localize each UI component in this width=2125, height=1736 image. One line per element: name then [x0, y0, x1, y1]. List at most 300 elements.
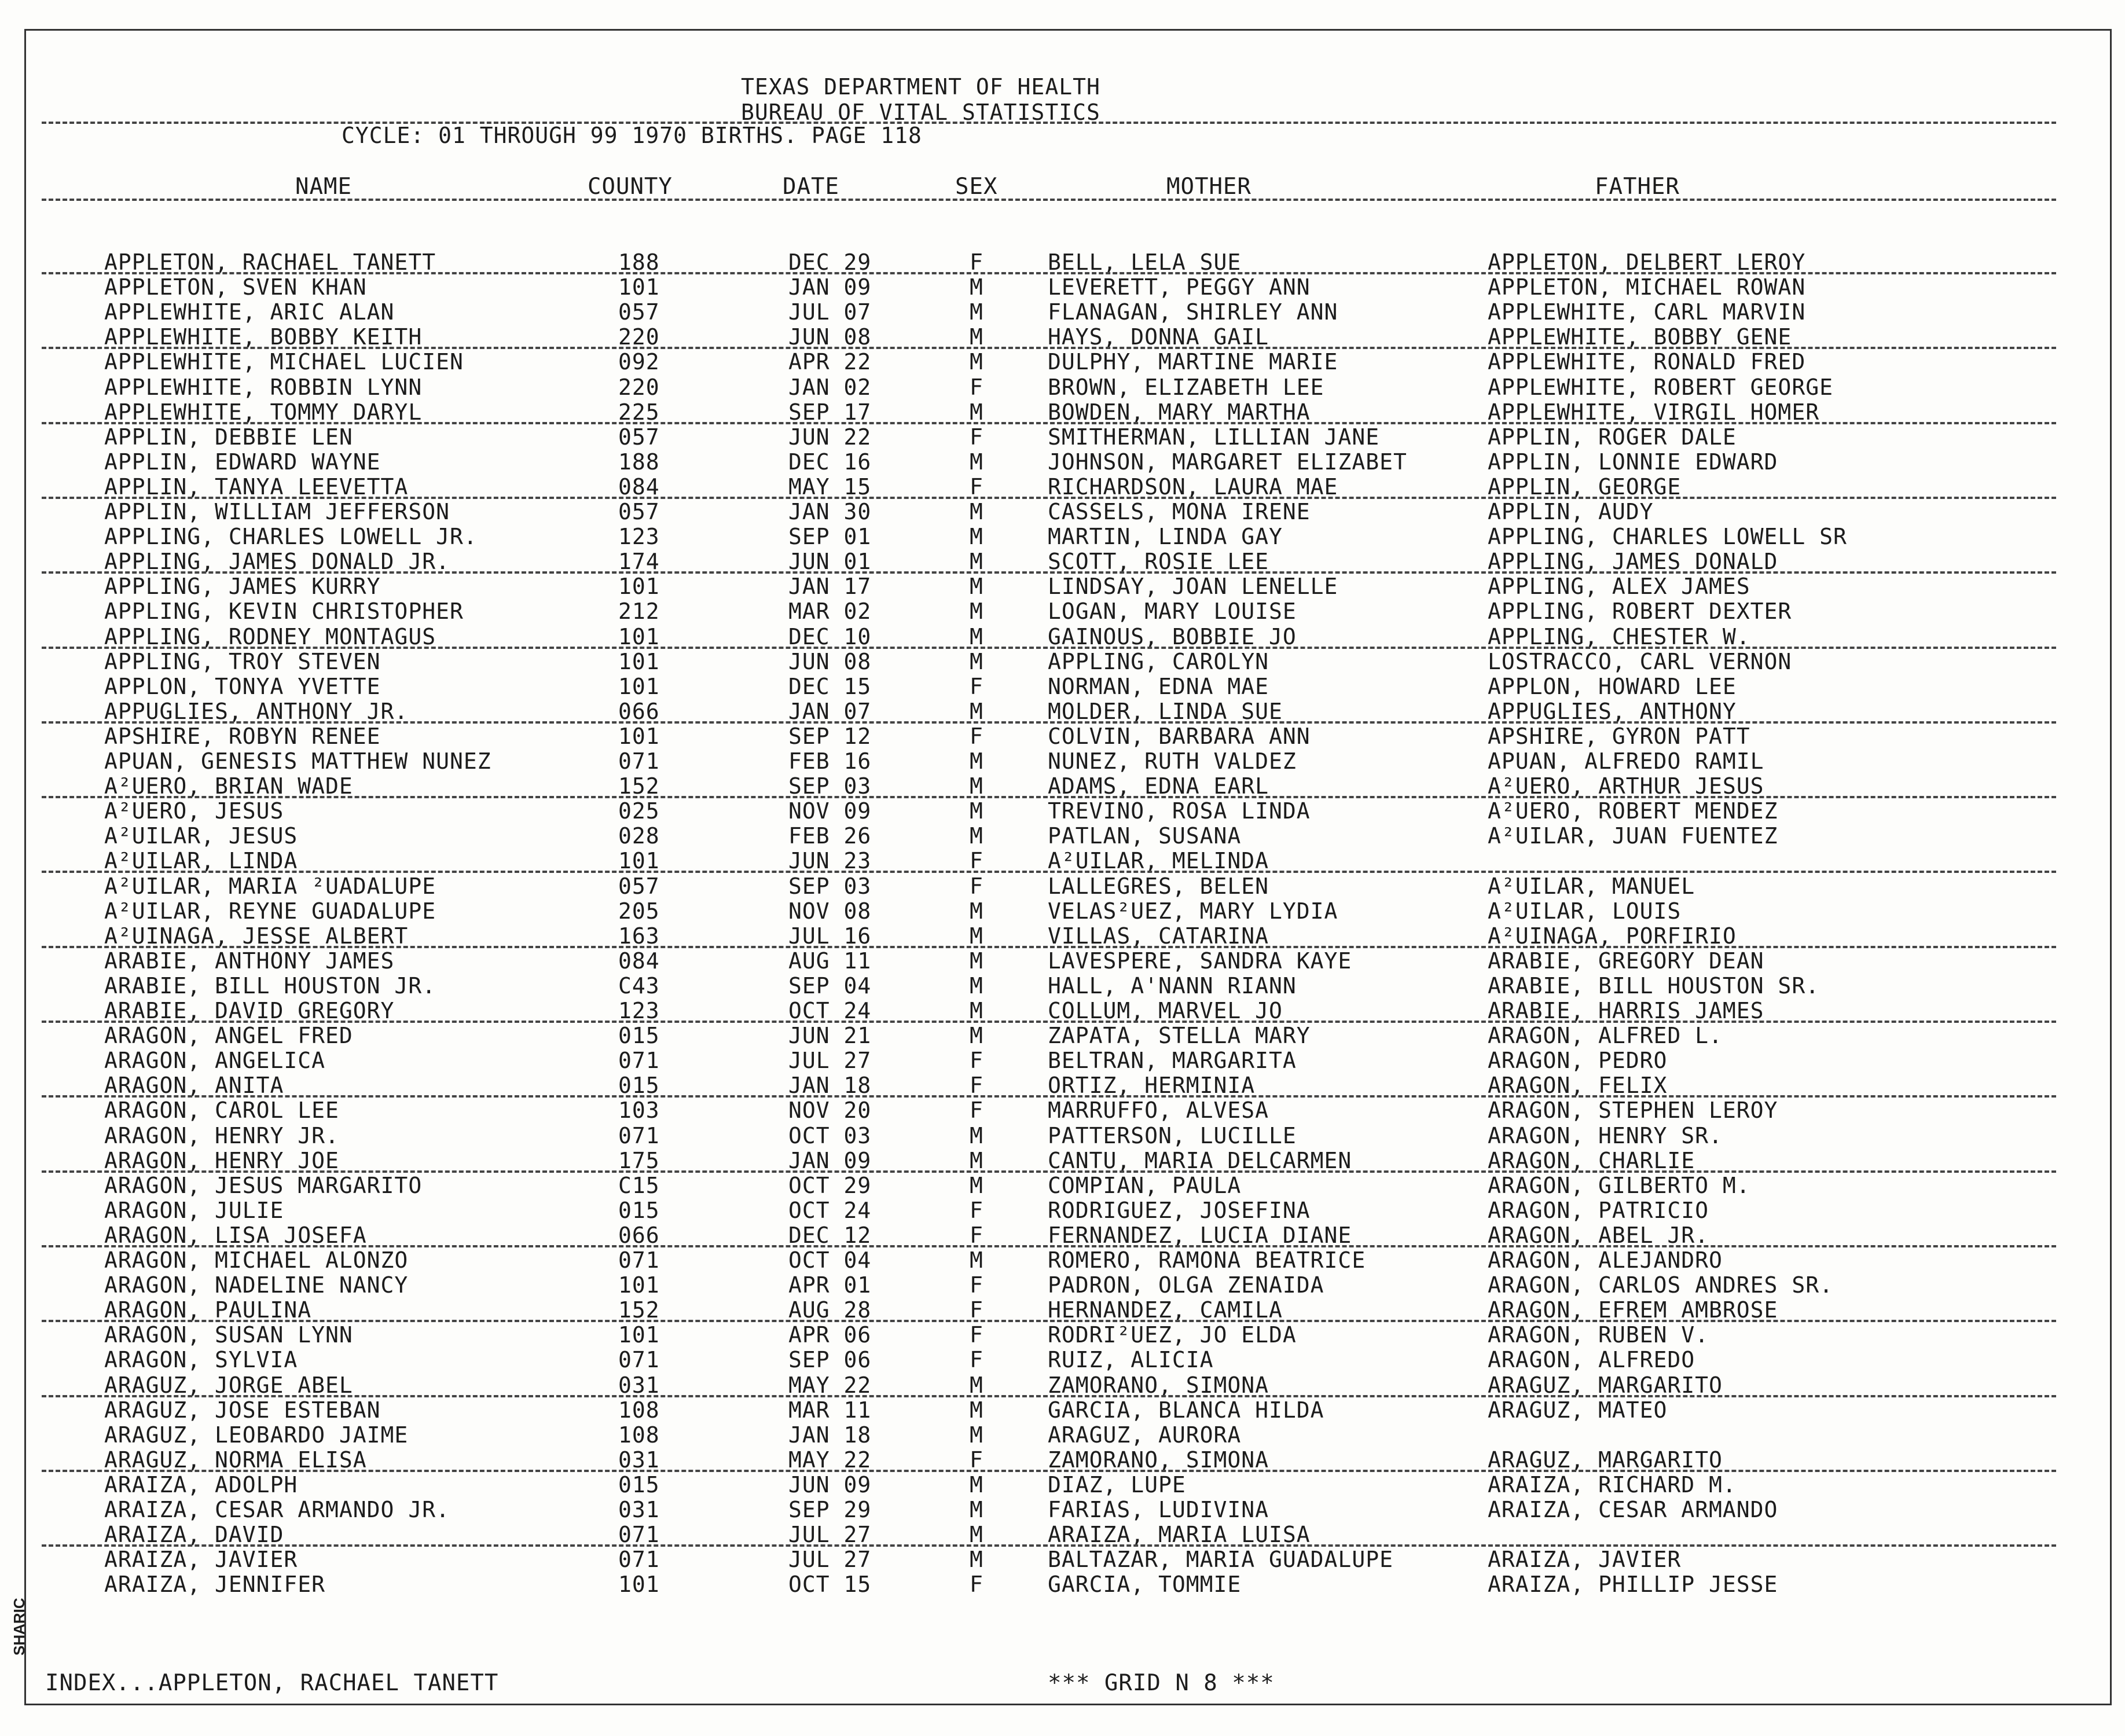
cell-sex: M	[970, 798, 983, 824]
cell-name: APPLING, JAMES KURRY	[104, 574, 381, 600]
cell-sex: M	[970, 748, 983, 774]
cell-name: ARAIZA, DAVID	[104, 1522, 284, 1548]
cell-mother: BROWN, ELIZABETH LEE	[1048, 374, 1324, 400]
cell-county: 057	[618, 873, 660, 899]
table-row	[0, 375, 2125, 400]
cell-date: SEP 17	[788, 399, 872, 425]
table-row	[0, 1248, 2125, 1273]
cell-mother: BOWDEN, MARY MARTHA	[1048, 399, 1311, 425]
cell-sex: F	[970, 1447, 983, 1473]
cell-sex: F	[970, 1297, 983, 1323]
cell-name: ARAGON, MICHAEL ALONZO	[104, 1247, 409, 1273]
cell-name: ARAIZA, ADOLPH	[104, 1471, 298, 1498]
cell-county: 108	[618, 1422, 660, 1448]
cell-name: ARAGON, NADELINE NANCY	[104, 1272, 409, 1298]
cell-name: A²UILAR, LINDA	[104, 848, 298, 874]
table-row	[0, 400, 2125, 425]
table-row	[0, 1373, 2125, 1398]
cell-date: FEB 26	[788, 823, 872, 849]
cell-mother: JOHNSON, MARGARET ELIZABET	[1048, 449, 1407, 475]
cell-county: 188	[618, 449, 660, 475]
cell-mother: ZAPATA, STELLA MARY	[1048, 1023, 1311, 1049]
cell-father: ARAGON, GILBERTO M.	[1488, 1172, 1750, 1198]
cell-mother: A²UILAR, MELINDA	[1048, 848, 1269, 874]
row-divider	[42, 1170, 2056, 1173]
cell-father: APPLETON, DELBERT LEROY	[1488, 249, 1806, 275]
cell-sex: M	[970, 698, 983, 724]
cell-sex: M	[970, 1247, 983, 1273]
cell-sex: M	[970, 599, 983, 625]
table-row	[0, 1398, 2125, 1423]
cell-father: APPLEWHITE, RONALD FRED	[1488, 349, 1806, 375]
cell-sex: M	[970, 449, 983, 475]
cell-county: 071	[618, 1547, 660, 1573]
cell-father: A²UINAGA, PORFIRIO	[1488, 923, 1737, 949]
cell-date: JUN 08	[788, 324, 872, 350]
cell-father: APPLEWHITE, ROBERT GEORGE	[1488, 374, 1833, 400]
cell-date: OCT 15	[788, 1572, 872, 1598]
cell-name: ARAGUZ, JOSE ESTEBAN	[104, 1397, 381, 1423]
table-row	[0, 450, 2125, 475]
cell-mother: FERNANDEZ, LUCIA DIANE	[1048, 1222, 1352, 1248]
cell-county: 071	[618, 748, 660, 774]
cell-county: 066	[618, 1222, 660, 1248]
table-row	[0, 1223, 2125, 1248]
footer-index: INDEX...APPLETON, RACHAEL TANETT	[45, 1670, 499, 1696]
cell-sex: F	[970, 1322, 983, 1348]
cell-sex: M	[970, 399, 983, 425]
cell-mother: ARAIZA, MARIA LUISA	[1048, 1522, 1311, 1548]
cell-mother: APPLING, CAROLYN	[1048, 648, 1269, 674]
cell-county: 101	[618, 274, 660, 300]
cell-date: JUL 27	[788, 1547, 872, 1573]
cell-county: 152	[618, 773, 660, 799]
cell-date: OCT 24	[788, 1197, 872, 1223]
cell-mother: ORTIZ, HERMINIA	[1048, 1073, 1256, 1099]
cell-date: MAY 22	[788, 1372, 872, 1398]
cell-name: ARAGON, JESUS MARGARITO	[104, 1172, 423, 1198]
table-row	[0, 1023, 2125, 1048]
cell-sex: M	[970, 1172, 983, 1198]
cell-sex: M	[970, 648, 983, 674]
cell-sex: M	[970, 524, 983, 550]
table-row	[0, 1173, 2125, 1198]
col-header-date: DATE	[783, 174, 839, 200]
cell-sex: F	[970, 474, 983, 500]
cell-county: 101	[618, 848, 660, 874]
cell-date: SEP 03	[788, 873, 872, 899]
table-row	[0, 1448, 2125, 1473]
cell-name: APUAN, GENESIS MATTHEW NUNEZ	[104, 748, 491, 774]
cell-date: JAN 30	[788, 499, 872, 524]
table-row	[0, 1148, 2125, 1173]
cell-father: APPLEWHITE, CARL MARVIN	[1488, 299, 1806, 325]
cell-father: APPLIN, LONNIE EDWARD	[1488, 449, 1778, 475]
row-divider	[42, 1395, 2056, 1397]
cell-mother: RICHARDSON, LAURA MAE	[1048, 474, 1338, 500]
cell-sex: M	[970, 623, 983, 649]
cell-sex: M	[970, 998, 983, 1023]
cell-father: APPLING, ROBERT DEXTER	[1488, 599, 1792, 625]
cell-date: APR 22	[788, 349, 872, 375]
cell-father: APPLING, ALEX JAMES	[1488, 574, 1750, 600]
cell-county: 220	[618, 374, 660, 400]
cell-name: APPLEWHITE, MICHAEL LUCIEN	[104, 349, 464, 375]
cell-father: APPUGLIES, ANTHONY	[1488, 698, 1737, 724]
cell-name: ARAGON, HENRY JR.	[104, 1122, 339, 1148]
cell-mother: NORMAN, EDNA MAE	[1048, 673, 1269, 699]
cell-date: OCT 29	[788, 1172, 872, 1198]
cell-county: C43	[618, 972, 660, 999]
cell-sex: M	[970, 898, 983, 924]
cell-date: DEC 29	[788, 249, 872, 275]
cell-county: 101	[618, 648, 660, 674]
cell-mother: MOLDER, LINDA SUE	[1048, 698, 1283, 724]
table-row	[0, 524, 2125, 549]
col-header-mother: MOTHER	[1166, 174, 1251, 200]
cell-name: APPLON, TONYA YVETTE	[104, 673, 381, 699]
cell-date: OCT 04	[788, 1247, 872, 1273]
cell-date: SEP 29	[788, 1497, 872, 1522]
cell-father: ARAGON, ALEJANDRO	[1488, 1247, 1723, 1273]
cell-date: JAN 18	[788, 1422, 872, 1448]
cell-sex: M	[970, 574, 983, 600]
cell-sex: F	[970, 673, 983, 699]
cell-sex: F	[970, 873, 983, 899]
cell-county: 101	[618, 1322, 660, 1348]
row-divider	[42, 647, 2056, 649]
cell-father: APPLIN, AUDY	[1488, 499, 1654, 524]
cell-name: ARABIE, ANTHONY JAMES	[104, 948, 395, 974]
cell-father: ARAGON, FELIX	[1488, 1073, 1668, 1099]
cell-name: APPLING, TROY STEVEN	[104, 648, 381, 674]
cell-father: ARAGON, STEPHEN LEROY	[1488, 1098, 1778, 1124]
cell-name: APPLING, KEVIN CHRISTOPHER	[104, 599, 464, 625]
cell-sex: F	[970, 1347, 983, 1373]
table-row	[0, 724, 2125, 749]
cell-mother: COLLUM, MARVEL JO	[1048, 998, 1283, 1023]
cell-date: SEP 12	[788, 723, 872, 749]
cell-father: APPLING, JAMES DONALD	[1488, 549, 1778, 575]
cell-county: 057	[618, 499, 660, 524]
table-row	[0, 1048, 2125, 1073]
cell-mother: GAINOUS, BOBBIE JO	[1048, 623, 1297, 649]
cell-father: APPLING, CHESTER W.	[1488, 623, 1750, 649]
cell-mother: SMITHERMAN, LILLIAN JANE	[1048, 424, 1380, 450]
table-row	[0, 849, 2125, 873]
table-row	[0, 749, 2125, 774]
cell-mother: DULPHY, MARTINE MARIE	[1048, 349, 1338, 375]
cell-sex: M	[970, 923, 983, 949]
cell-name: ARABIE, BILL HOUSTON JR.	[104, 972, 436, 999]
cell-name: ARAGON, ANGEL FRED	[104, 1023, 353, 1049]
cell-county: 152	[618, 1297, 660, 1323]
cell-mother: GARCIA, TOMMIE	[1048, 1572, 1242, 1598]
header-bureau: BUREAU OF VITAL STATISTICS	[741, 100, 1100, 125]
cell-county: 031	[618, 1447, 660, 1473]
cell-mother: LALLEGRES, BELEN	[1048, 873, 1269, 899]
cell-mother: PATLAN, SUSANA	[1048, 823, 1242, 849]
cell-sex: F	[970, 1197, 983, 1223]
cell-name: APPLIN, DEBBIE LEN	[104, 424, 353, 450]
cell-county: 057	[618, 424, 660, 450]
cell-name: A²UILAR, JESUS	[104, 823, 298, 849]
header-agency: TEXAS DEPARTMENT OF HEALTH	[741, 74, 1100, 100]
cell-name: ARAGON, JULIE	[104, 1197, 284, 1223]
col-header-name: NAME	[295, 174, 352, 200]
cell-mother: DIAZ, LUPE	[1048, 1471, 1186, 1498]
cell-county: 123	[618, 524, 660, 550]
cell-sex: F	[970, 1572, 983, 1598]
cell-father: LOSTRACCO, CARL VERNON	[1488, 648, 1792, 674]
table-row	[0, 1547, 2125, 1572]
table-row	[0, 824, 2125, 849]
col-header-county: COUNTY	[588, 174, 673, 200]
cycle-line: CYCLE: 01 THROUGH 99 1970 BIRTHS. PAGE 118	[342, 123, 922, 148]
cell-date: JAN 09	[788, 274, 872, 300]
cell-name: A²UILAR, MARIA ²UADALUPE	[104, 873, 436, 899]
cell-name: ARAGON, HENRY JOE	[104, 1147, 339, 1173]
cell-county: 071	[618, 1048, 660, 1074]
cell-county: 205	[618, 898, 660, 924]
cell-father: ARAGON, RUBEN V.	[1488, 1322, 1709, 1348]
footer-grid: *** GRID N 8 ***	[1048, 1670, 1275, 1696]
cell-name: APPLING, CHARLES LOWELL JR.	[104, 524, 478, 550]
table-row	[0, 899, 2125, 924]
cell-sex: F	[970, 1048, 983, 1074]
cell-mother: MARRUFFO, ALVESA	[1048, 1098, 1269, 1124]
cell-date: NOV 09	[788, 798, 872, 824]
cell-mother: LOGAN, MARY LOUISE	[1048, 599, 1297, 625]
cell-county: 101	[618, 723, 660, 749]
cell-father: ARAGUZ, MARGARITO	[1488, 1372, 1723, 1398]
cell-sex: M	[970, 1122, 983, 1148]
cell-father: ARAGON, PATRICIO	[1488, 1197, 1709, 1223]
cell-mother: NUNEZ, RUTH VALDEZ	[1048, 748, 1297, 774]
table-row	[0, 325, 2125, 350]
table-row	[0, 1473, 2125, 1498]
table-row	[0, 574, 2125, 599]
cell-father: APSHIRE, GYRON PATT	[1488, 723, 1750, 749]
cell-date: DEC 10	[788, 623, 872, 649]
table-row	[0, 1522, 2125, 1547]
cell-date: JAN 07	[788, 698, 872, 724]
cell-mother: ADAMS, EDNA EARL	[1048, 773, 1269, 799]
table-row	[0, 974, 2125, 999]
row-divider	[42, 422, 2056, 424]
cell-father: A²UERO, ROBERT MENDEZ	[1488, 798, 1778, 824]
cell-father: ARAGON, CARLOS ANDRES SR.	[1488, 1272, 1833, 1298]
cell-name: A²UINAGA, JESSE ALBERT	[104, 923, 409, 949]
cell-mother: GARCIA, BLANCA HILDA	[1048, 1397, 1324, 1423]
cell-father: ARAIZA, JAVIER	[1488, 1547, 1682, 1573]
cell-county: 057	[618, 299, 660, 325]
table-row	[0, 1323, 2125, 1348]
table-row	[0, 500, 2125, 524]
cell-county: 071	[618, 1347, 660, 1373]
cell-county: 066	[618, 698, 660, 724]
cell-sex: M	[970, 1397, 983, 1423]
cell-father: ARAIZA, PHILLIP JESSE	[1488, 1572, 1778, 1598]
cell-father: ARAGON, PEDRO	[1488, 1048, 1668, 1074]
cell-county: 025	[618, 798, 660, 824]
cell-mother: CASSELS, MONA IRENE	[1048, 499, 1311, 524]
cell-date: SEP 06	[788, 1347, 872, 1373]
cell-name: APPLING, JAMES DONALD JR.	[104, 549, 450, 575]
cell-name: ARAGON, ANGELICA	[104, 1048, 326, 1074]
side-label: SHARIC	[10, 1598, 28, 1656]
cell-name: ARABIE, DAVID GREGORY	[104, 998, 395, 1023]
table-row	[0, 350, 2125, 375]
cell-county: 163	[618, 923, 660, 949]
cell-name: APPLEWHITE, TOMMY DARYL	[104, 399, 423, 425]
cell-date: MAY 22	[788, 1447, 872, 1473]
cell-date: JAN 17	[788, 574, 872, 600]
cell-date: MAY 15	[788, 474, 872, 500]
cell-county: 108	[618, 1397, 660, 1423]
cell-name: ARAGON, LISA JOSEFA	[104, 1222, 367, 1248]
cell-name: APPLETON, RACHAEL TANETT	[104, 249, 436, 275]
table-row	[0, 1073, 2125, 1098]
cell-father: ARAGON, CHARLIE	[1488, 1147, 1695, 1173]
cell-name: ARAIZA, JENNIFER	[104, 1572, 326, 1598]
cell-mother: HALL, A'NANN RIANN	[1048, 972, 1297, 999]
cell-mother: COMPIAN, PAULA	[1048, 1172, 1242, 1198]
cell-county: 071	[618, 1247, 660, 1273]
cell-county: 175	[618, 1147, 660, 1173]
table-row	[0, 774, 2125, 799]
table-row	[0, 874, 2125, 899]
cell-name: ARAGUZ, JORGE ABEL	[104, 1372, 353, 1398]
cell-mother: ROMERO, RAMONA BEATRICE	[1048, 1247, 1366, 1273]
cell-sex: F	[970, 1098, 983, 1124]
cell-mother: CANTU, MARIA DELCARMEN	[1048, 1147, 1352, 1173]
cell-sex: M	[970, 948, 983, 974]
cell-mother: MARTIN, LINDA GAY	[1048, 524, 1283, 550]
cell-county: 225	[618, 399, 660, 425]
cell-name: A²UERO, JESUS	[104, 798, 284, 824]
table-row	[0, 674, 2125, 699]
cell-father: A²UILAR, JUAN FUENTEZ	[1488, 823, 1778, 849]
cell-mother: FLANAGAN, SHIRLEY ANN	[1048, 299, 1338, 325]
cell-sex: F	[970, 1272, 983, 1298]
cell-father: ARAGUZ, MATEO	[1488, 1397, 1668, 1423]
cell-father: APPLEWHITE, VIRGIL HOMER	[1488, 399, 1820, 425]
cell-date: MAR 02	[788, 599, 872, 625]
cell-father: APPLIN, ROGER DALE	[1488, 424, 1737, 450]
cell-date: JUL 27	[788, 1048, 872, 1074]
cell-sex: M	[970, 1422, 983, 1448]
row-divider	[42, 871, 2056, 873]
cell-name: ARAGON, ANITA	[104, 1073, 284, 1099]
cell-date: SEP 01	[788, 524, 872, 550]
cell-mother: TREVINO, ROSA LINDA	[1048, 798, 1311, 824]
table-row	[0, 1124, 2125, 1148]
divider	[42, 199, 2056, 201]
cell-sex: F	[970, 848, 983, 874]
cell-sex: M	[970, 274, 983, 300]
cell-county: 123	[618, 998, 660, 1023]
cell-name: ARAGON, CAROL LEE	[104, 1098, 339, 1124]
cell-date: DEC 12	[788, 1222, 872, 1248]
cell-county: 101	[618, 574, 660, 600]
cell-father: ARAGUZ, MARGARITO	[1488, 1447, 1723, 1473]
cell-county: 031	[618, 1497, 660, 1522]
cell-sex: M	[970, 823, 983, 849]
table-row	[0, 1273, 2125, 1298]
cell-date: JUN 23	[788, 848, 872, 874]
cell-date: JUN 09	[788, 1471, 872, 1498]
cell-name: ARAIZA, JAVIER	[104, 1547, 298, 1573]
cell-name: APPLIN, WILLIAM JEFFERSON	[104, 499, 450, 524]
cell-father: A²UERO, ARTHUR JESUS	[1488, 773, 1764, 799]
cell-sex: M	[970, 549, 983, 575]
cell-sex: M	[970, 1023, 983, 1049]
cell-name: ARAGUZ, LEOBARDO JAIME	[104, 1422, 409, 1448]
cell-mother: RUIZ, ALICIA	[1048, 1347, 1214, 1373]
cell-father: ARAGON, ABEL JR.	[1488, 1222, 1709, 1248]
cell-sex: F	[970, 723, 983, 749]
cell-name: APPLEWHITE, BOBBY KEITH	[104, 324, 423, 350]
table-row	[0, 1298, 2125, 1323]
cell-county: 220	[618, 324, 660, 350]
table-row	[0, 300, 2125, 325]
cell-mother: HAYS, DONNA GAIL	[1048, 324, 1269, 350]
cell-date: JUN 22	[788, 424, 872, 450]
table-row	[0, 549, 2125, 574]
cell-father: ARAIZA, RICHARD M.	[1488, 1471, 1737, 1498]
cell-name: APPLEWHITE, ARIC ALAN	[104, 299, 395, 325]
cell-father: APUAN, ALFREDO RAMIL	[1488, 748, 1764, 774]
table-row	[0, 1198, 2125, 1223]
cell-date: JUL 16	[788, 923, 872, 949]
cell-father: ARABIE, BILL HOUSTON SR.	[1488, 972, 1820, 999]
table-row	[0, 1423, 2125, 1448]
cell-sex: M	[970, 349, 983, 375]
cell-mother: SCOTT, ROSIE LEE	[1048, 549, 1269, 575]
cell-father: ARAIZA, CESAR ARMANDO	[1488, 1497, 1778, 1522]
cell-sex: F	[970, 1073, 983, 1099]
table-row	[0, 1348, 2125, 1372]
cell-county: 015	[618, 1471, 660, 1498]
cell-name: APSHIRE, ROBYN RENEE	[104, 723, 381, 749]
cell-mother: ARAGUZ, AURORA	[1048, 1422, 1242, 1448]
table-row	[0, 699, 2125, 724]
cell-date: FEB 16	[788, 748, 872, 774]
cell-mother: PADRON, OLGA ZENAIDA	[1048, 1272, 1324, 1298]
cell-county: 015	[618, 1023, 660, 1049]
cell-sex: F	[970, 374, 983, 400]
table-row	[0, 250, 2125, 275]
cell-date: JUN 21	[788, 1023, 872, 1049]
cell-county: 031	[618, 1372, 660, 1398]
cell-county: 092	[618, 349, 660, 375]
cell-county: 101	[618, 623, 660, 649]
cell-sex: M	[970, 299, 983, 325]
cell-date: AUG 11	[788, 948, 872, 974]
cell-father: ARAGON, ALFRED L.	[1488, 1023, 1723, 1049]
cell-date: DEC 16	[788, 449, 872, 475]
cell-date: DEC 15	[788, 673, 872, 699]
cell-name: APPLEWHITE, ROBBIN LYNN	[104, 374, 423, 400]
cell-sex: M	[970, 1147, 983, 1173]
cell-father: APPLIN, GEORGE	[1488, 474, 1682, 500]
cell-father: A²UILAR, LOUIS	[1488, 898, 1682, 924]
cell-name: A²UERO, BRIAN WADE	[104, 773, 353, 799]
table-row	[0, 599, 2125, 624]
cell-county: C15	[618, 1172, 660, 1198]
cell-father: ARAGON, ALFREDO	[1488, 1347, 1695, 1373]
